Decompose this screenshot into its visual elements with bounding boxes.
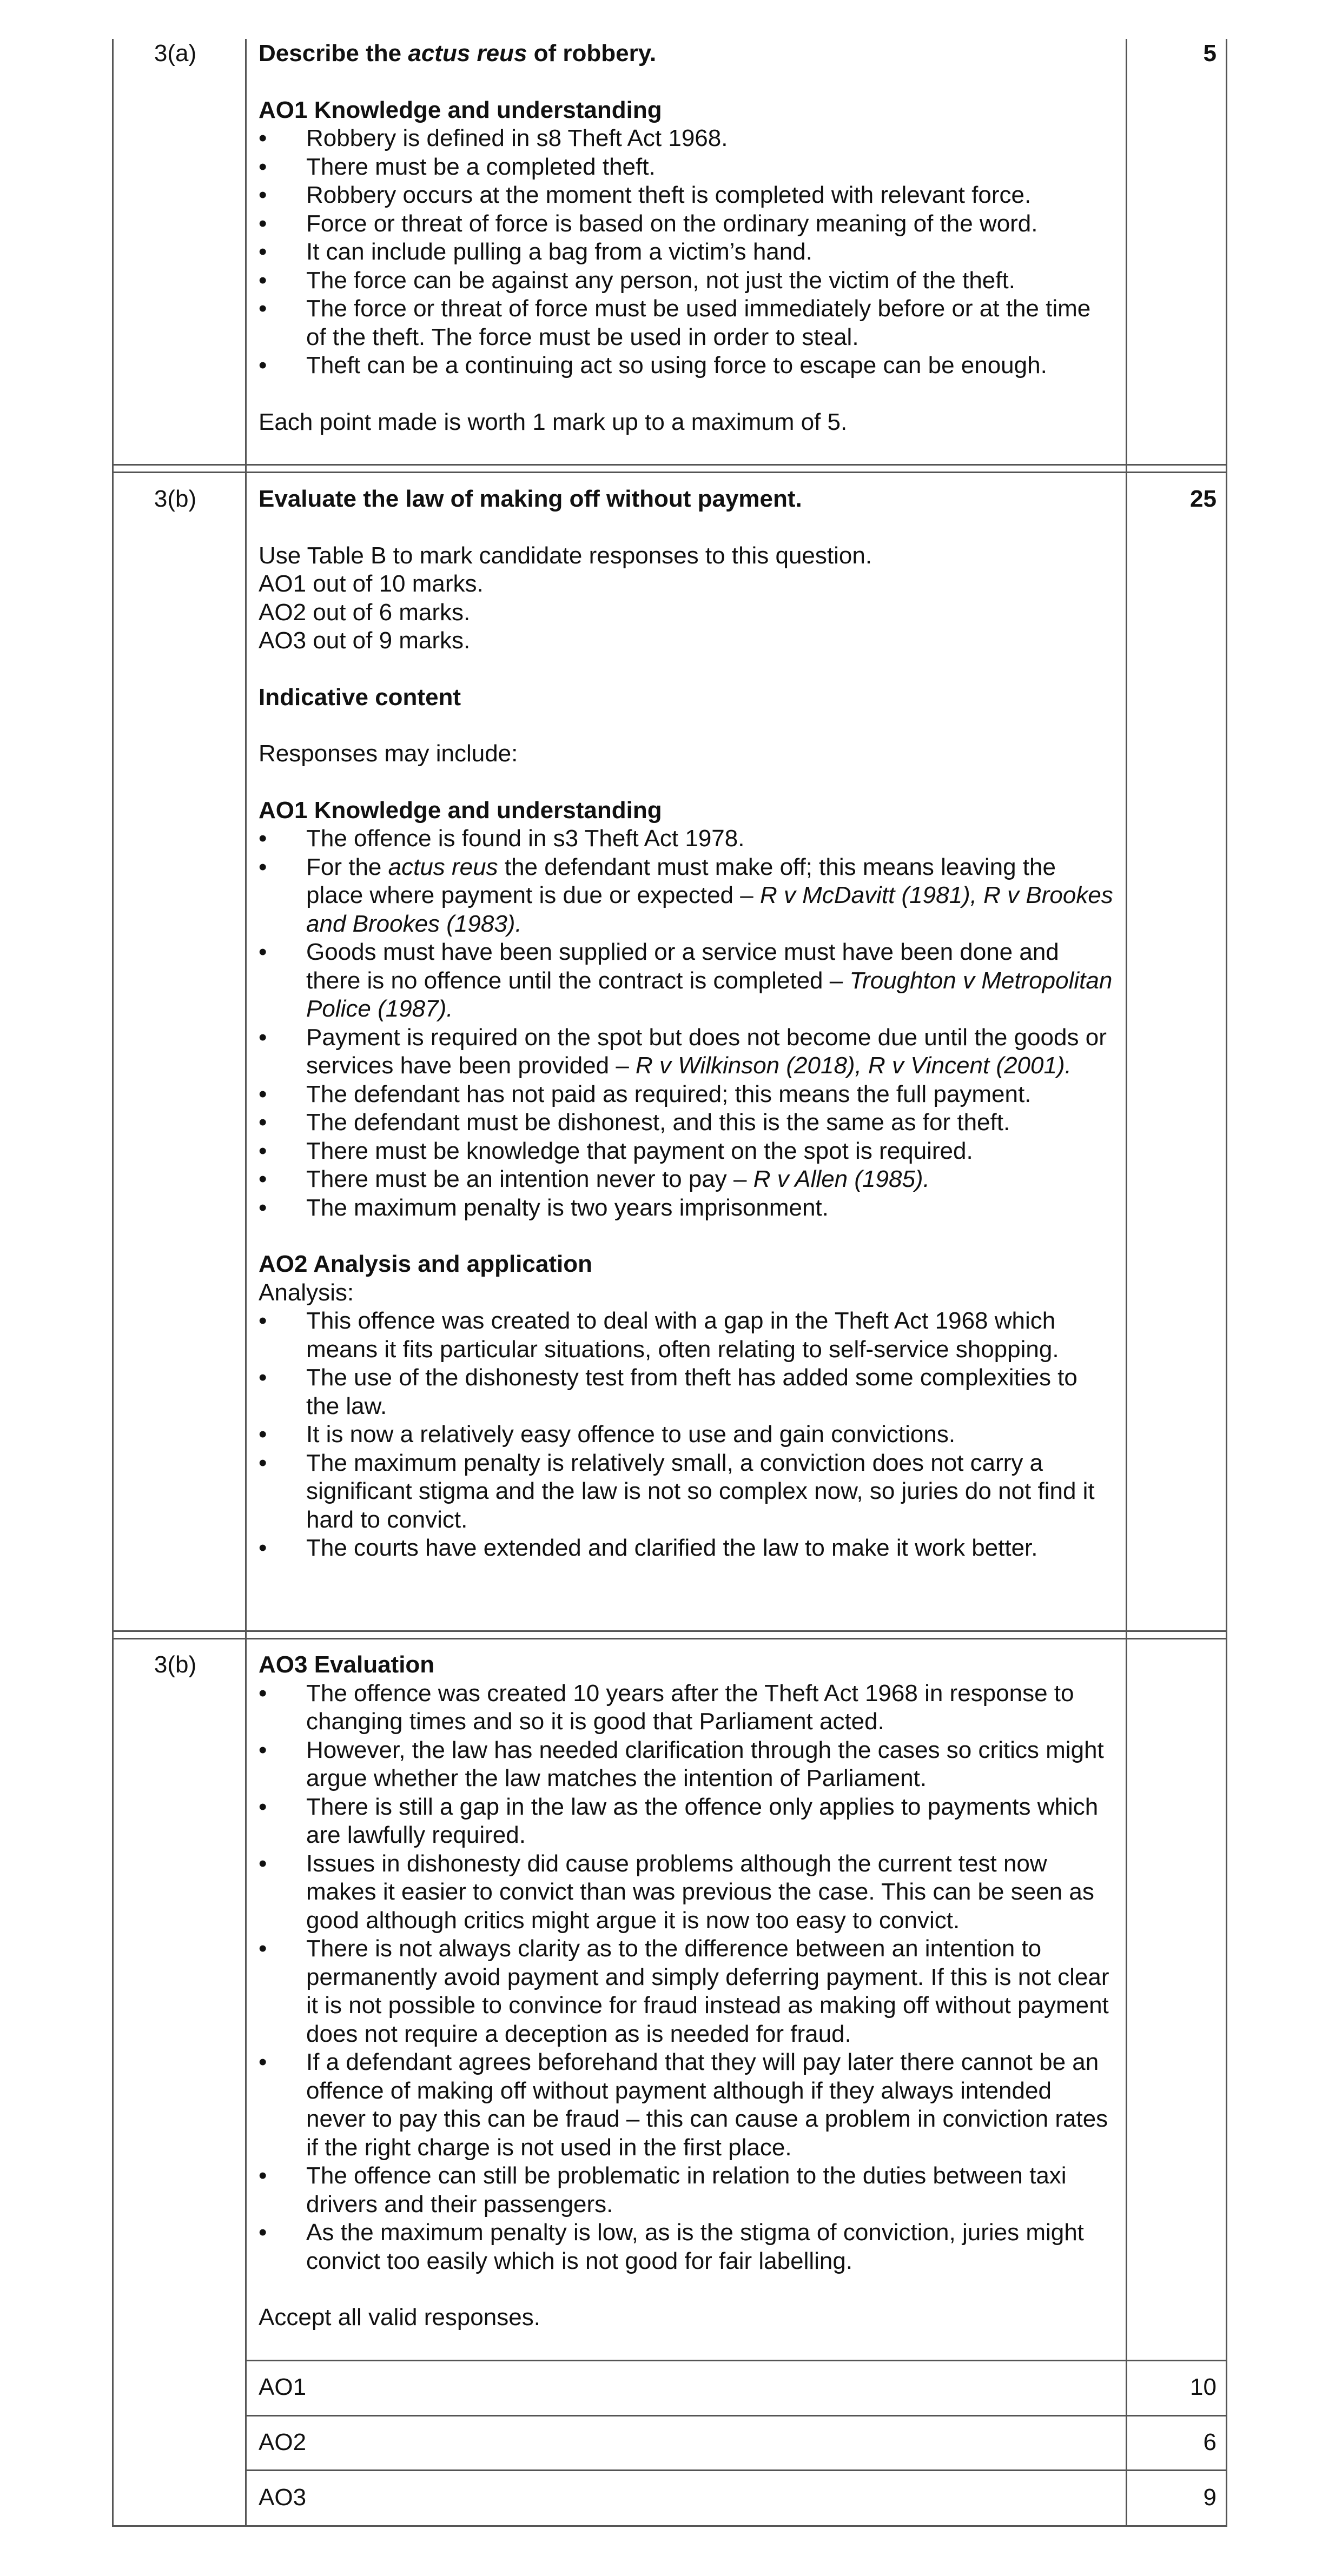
list-item-text: Payment is required on the spot but does not become due until the goods or services have been provided –	[306, 1024, 1107, 1079]
case-citation: Troughton v Metropolitan Police (1987).	[306, 967, 1113, 1022]
row-divider-3b-cont-top	[112, 1638, 1227, 1639]
list-item: • The offence can still be problematic in relation to the duties between taxi drivers and their passengers.	[259, 2162, 1113, 2219]
case-citation: R v McDavitt (1981), R v Brookes and Brookes (1983).	[306, 882, 1113, 937]
instruction-line: AO1 out of 10 marks.	[259, 570, 484, 597]
ao-table-line-3	[245, 2469, 1227, 2471]
instruction-line: AO3 out of 9 marks.	[259, 627, 471, 654]
list-item: • The maximum penalty is relatively small, a conviction does not carry a significant stigma and the law is not so complex now, so juries do not find it hard to convict.	[259, 1449, 1113, 1535]
list-item: • The courts have extended and clarified the law to make it work better.	[259, 1534, 1113, 1563]
list-item: • The offence is found in s3 Theft Act 1978.	[259, 825, 1113, 853]
column-divider-question	[245, 39, 247, 2527]
list-item: • Issues in dishonesty did cause problems although the current test now makes it easier to convict than was previous the case. This can be seen as good although critics might argue it is now too easy to convict.	[259, 1850, 1113, 1935]
table-border-bottom	[112, 2525, 1227, 2527]
list-item: • This offence was created to deal with a gap in the Theft Act 1968 which means it fits particular situations, often relating to self-service shopping.	[259, 1307, 1113, 1364]
list-item-text: the defendant must make off; this means leaving the place where payment is due or expected –	[306, 853, 1056, 908]
ao-row-label: AO1	[259, 2374, 307, 2400]
question-text-part: Describe the	[259, 40, 408, 67]
question-text-3b: Evaluate the law of making off without payment.	[259, 486, 802, 512]
ao3-bullet-list	[259, 1679, 1113, 2276]
question-text-3a	[259, 39, 1113, 68]
list-item: • Robbery occurs at the moment theft is completed with relevant force.	[259, 181, 1113, 210]
ao-table-line-1	[245, 2360, 1227, 2361]
list-item: • There must be knowledge that payment on the spot is required.	[259, 1137, 1113, 1166]
answer-cell-3b	[259, 485, 1113, 1563]
ao2-heading-3b: AO2 Analysis and application	[259, 1251, 592, 1277]
ao1-heading-3a: AO1 Knowledge and understanding	[259, 96, 662, 123]
answer-cell-3a	[259, 39, 1113, 436]
case-citation: R v Wilkinson (2018), R v Vincent (2001).	[636, 1052, 1072, 1079]
list-item	[259, 853, 1113, 939]
row-divider-3b-bottom	[112, 1630, 1227, 1632]
list-item: • Theft can be a continuing act so using force to escape can be enough.	[259, 351, 1113, 380]
question-number-3b: 3(b)	[154, 486, 197, 512]
list-item: • The maximum penalty is two years imprisonment.	[259, 1194, 1113, 1223]
list-item-text: Goods must have been supplied or a service must have been done and there is no offence until the contract is completed –	[306, 939, 1059, 994]
table-border-right	[1226, 39, 1227, 2527]
ao2-bullet-list-3b	[259, 1307, 1113, 1563]
list-item: • There must be a completed theft.	[259, 153, 1113, 182]
list-item: • Force or threat of force is based on the ordinary meaning of the word.	[259, 210, 1113, 238]
list-item: • The defendant must be dishonest, and this is the same as for theft.	[259, 1108, 1113, 1137]
column-divider-marks	[1126, 39, 1127, 2527]
closing-note: Accept all valid responses.	[259, 2304, 540, 2331]
ao1-bullet-list-3b	[259, 825, 1113, 1222]
answer-cell-3b-continued	[259, 1651, 1113, 2332]
list-item: • However, the law has needed clarification through the cases so critics might argue whether the law matches the intention of Parliament.	[259, 1736, 1113, 1793]
ao2-subheading: Analysis:	[259, 1279, 354, 1306]
ao-row-value: 10	[1190, 2374, 1217, 2400]
list-item: • As the maximum penalty is low, as is the stigma of conviction, juries might convict too easily which is not good for fair labelling.	[259, 2219, 1113, 2275]
marks-3a: 5	[1203, 40, 1217, 67]
row-divider-3a-bottom	[112, 464, 1227, 466]
bullet-list-3a	[259, 124, 1113, 380]
list-item	[259, 938, 1113, 1024]
question-text-part-italic: actus reus	[408, 40, 527, 67]
case-citation: R v Allen (1985).	[753, 1166, 930, 1192]
table-border-left	[112, 39, 114, 2527]
ao-row-label: AO3	[259, 2484, 307, 2511]
question-number-3a: 3(a)	[154, 40, 197, 67]
ao-row-value: 9	[1203, 2484, 1217, 2511]
indicative-content-heading: Indicative content	[259, 683, 461, 711]
marks-3b: 25	[1190, 486, 1217, 512]
list-item-text: For the	[306, 853, 388, 880]
list-item: • There is still a gap in the law as the offence only applies to payments which are lawfully required.	[259, 1793, 1113, 1850]
row-divider-3b-top	[112, 472, 1227, 473]
question-text-part: of robbery.	[527, 40, 657, 67]
ao-row-value: 6	[1203, 2429, 1217, 2455]
list-item: • The defendant has not paid as required; this means the full payment.	[259, 1080, 1113, 1109]
list-item	[259, 1024, 1113, 1080]
question-number-3b-continued: 3(b)	[154, 1651, 197, 1678]
marking-note-3a: Each point made is worth 1 mark up to a maximum of 5.	[259, 408, 848, 435]
list-item: • There is not always clarity as to the difference between an intention to permanently avoid payment and simply deferring payment. If this is not clear it is not possible to convince for fraud instead as making off without payment does not require a deception as is needed for fraud.	[259, 1935, 1113, 2048]
list-item: • It can include pulling a bag from a victim’s hand.	[259, 238, 1113, 267]
list-item: • The offence was created 10 years after the Theft Act 1968 in response to changing times and so it is good that Parliament acted.	[259, 1679, 1113, 1736]
ao-row-label: AO2	[259, 2429, 307, 2455]
ao3-heading: AO3 Evaluation	[259, 1651, 435, 1678]
ao1-heading-3b: AO1 Knowledge and understanding	[259, 796, 662, 824]
responses-intro: Responses may include:	[259, 740, 518, 767]
instruction-line: Use Table B to mark candidate responses to this question.	[259, 542, 872, 569]
list-item: • Robbery is defined in s8 Theft Act 1968.	[259, 124, 1113, 153]
list-item: • The use of the dishonesty test from theft has added some complexities to the law.	[259, 1364, 1113, 1420]
list-item	[259, 1165, 1113, 1194]
list-item: • It is now a relatively easy offence to use and gain convictions.	[259, 1420, 1113, 1449]
list-item: • The force or threat of force must be used immediately before or at the time of the theft. The force must be used in order to steal.	[259, 295, 1113, 351]
list-item-text: There must be an intention never to pay –	[306, 1166, 753, 1192]
instruction-line: AO2 out of 6 marks.	[259, 599, 471, 626]
list-item-italic: actus reus	[388, 853, 498, 880]
ao-table-line-2	[245, 2415, 1227, 2416]
list-item: • The force can be against any person, not just the victim of the theft.	[259, 267, 1113, 295]
list-item: • If a defendant agrees beforehand that they will pay later there cannot be an offence of making off without payment although if they always intended never to pay this can be fraud – this can cause a problem in conviction rates if the right charge is not used in the first place.	[259, 2048, 1113, 2162]
